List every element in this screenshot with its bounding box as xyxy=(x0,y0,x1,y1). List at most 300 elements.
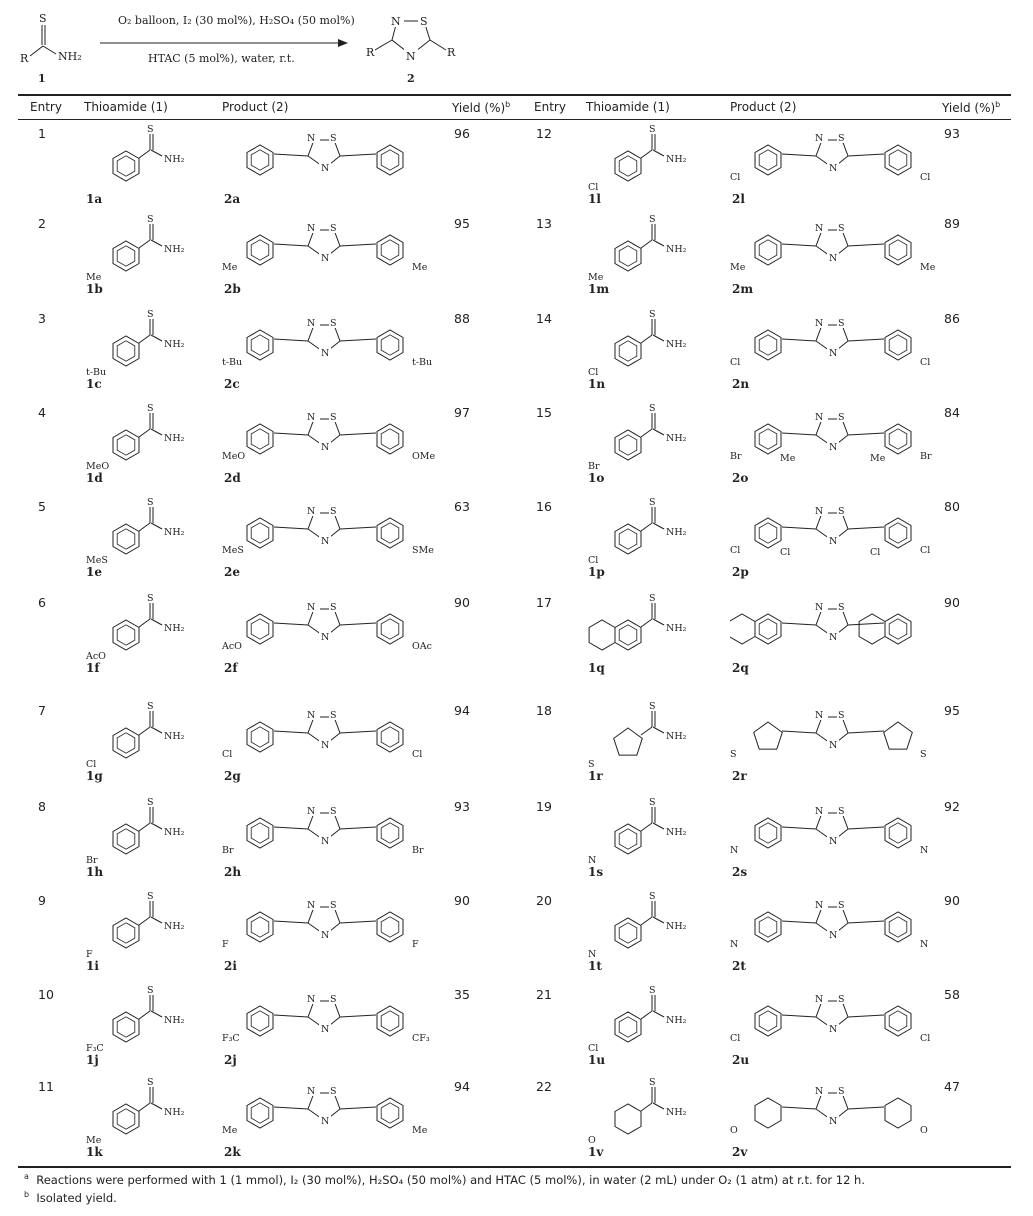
product-atom-s: S xyxy=(838,602,845,613)
product-label: 2r xyxy=(732,769,747,783)
cn-bond xyxy=(653,619,664,625)
thioamide-ring xyxy=(615,824,641,854)
product-label: 2m xyxy=(732,282,754,296)
thioamide-atom-s: S xyxy=(147,403,154,414)
thioamide-atom-nh2: NH₂ xyxy=(164,433,185,444)
thioamide-ring xyxy=(113,1012,139,1042)
aryl-bond-right xyxy=(340,827,376,829)
cn-bond xyxy=(653,335,664,341)
cn-bond xyxy=(653,727,664,733)
product-ring-left xyxy=(247,424,273,454)
thioamide-ring xyxy=(615,1012,641,1042)
product-ortho-substituent-left: Me xyxy=(780,453,796,464)
product-atom-n2: N xyxy=(321,740,330,751)
aryl-bond-right xyxy=(848,154,884,156)
c-bond xyxy=(641,917,652,925)
product-ring-left xyxy=(755,818,781,848)
thioamide-atom-s: S xyxy=(147,985,154,996)
thioamide-substituent: Cl xyxy=(588,1043,599,1053)
aryl-bond-right xyxy=(340,1015,376,1017)
aryl-bond-right xyxy=(848,1015,884,1017)
product-atom-n1: N xyxy=(307,602,316,613)
cn-bond xyxy=(653,1011,664,1017)
thioamide-label: 1e xyxy=(86,565,102,579)
thioamide-atom-s: S xyxy=(147,1077,154,1088)
product-substituent-left: Cl xyxy=(730,357,741,368)
product-ring-right xyxy=(377,235,403,265)
thioamide-substituent: Me xyxy=(86,272,102,282)
thioamide-ring xyxy=(589,620,641,650)
c-bond xyxy=(139,429,150,437)
thioamide-label: 1r xyxy=(588,769,603,783)
aryl-bond-left xyxy=(782,827,816,829)
thioamide-atom-s: S xyxy=(147,593,154,604)
thioamide-structure xyxy=(84,591,214,661)
product-atom-n2: N xyxy=(829,442,838,453)
product-ring-left xyxy=(755,1098,781,1128)
product-substituent-right: Cl xyxy=(412,749,423,760)
product-ring-right xyxy=(377,614,403,644)
c-bond xyxy=(139,1011,150,1019)
thioamide-atom-nh2: NH₂ xyxy=(164,827,185,838)
thioamide-atom-nh2: NH₂ xyxy=(666,433,687,444)
product-ring-left xyxy=(247,614,273,644)
thioamide-structure xyxy=(84,212,214,282)
thioamide-substituent: AcO xyxy=(86,651,106,661)
product-substituent-right: Br xyxy=(920,451,932,462)
thioamide-label: 1s xyxy=(588,865,604,879)
thioamide-atom-nh2: NH₂ xyxy=(164,1015,185,1026)
product-atom-n2: N xyxy=(321,836,330,847)
product-atom-n2: N xyxy=(321,163,330,174)
aryl-bond-right xyxy=(848,527,884,529)
product-ring-right xyxy=(885,1006,911,1036)
product-label: 2g xyxy=(224,769,241,783)
thioamide-atom-s: S xyxy=(649,497,656,508)
reaction-scheme xyxy=(0,0,1033,92)
yield-value: 90 xyxy=(454,893,470,908)
product-atom-s: S xyxy=(330,318,337,329)
thioamide-label: 1h xyxy=(86,865,104,879)
footnote-a-text: Reactions were performed with 1 (1 mmol), I₂ (30 mol%), H₂SO₄ (50 mol%) and HTAC (5 mol%), in water (2 mL) under O₂ (1 atm) at r.t. for 12 h. xyxy=(36,1172,865,1187)
header-yield-right-note: b xyxy=(995,100,1001,109)
thioamide-structure xyxy=(586,1075,716,1145)
thioamide-atom-nh2: NH₂ xyxy=(666,623,687,634)
product-atom-n1: N xyxy=(307,133,316,144)
product-ring-right xyxy=(885,518,911,548)
product-atom-n1: N xyxy=(815,602,824,613)
thioamide-substituent: MeO xyxy=(86,461,110,471)
entry-number: 15 xyxy=(536,405,552,420)
product-ring-right xyxy=(377,330,403,360)
product-label: 2 xyxy=(407,72,415,85)
thioamide-ring xyxy=(113,620,139,650)
product-label: 2f xyxy=(224,661,238,675)
entry-number: 3 xyxy=(38,311,46,326)
product-substituent-right: OMe xyxy=(412,451,436,462)
thioamide-substituent: Br xyxy=(588,461,600,471)
header-thioamide-left: Thioamide (1) xyxy=(84,100,168,114)
product-ring-right xyxy=(884,722,913,749)
product-label: 2d xyxy=(224,471,241,485)
yield-value: 86 xyxy=(944,311,960,326)
aryl-bond-right xyxy=(848,623,884,625)
thioamide-label: 1a xyxy=(86,192,103,206)
thioamide-atom-s: S xyxy=(649,403,656,414)
thioamide-atom-nh2: NH₂ xyxy=(666,921,687,932)
thioamide-label: 1m xyxy=(588,282,610,296)
product-substituent-left: Cl xyxy=(730,1033,741,1044)
product-atom-s: S xyxy=(330,223,337,234)
entry-number: 17 xyxy=(536,595,552,610)
product-ring-left xyxy=(754,722,783,749)
entry-number: 7 xyxy=(38,703,46,718)
product-ring-left xyxy=(247,818,273,848)
entry-number: 16 xyxy=(536,499,552,514)
product-atom-n1: N xyxy=(815,412,824,423)
c-bond xyxy=(641,150,652,158)
c-bond xyxy=(641,619,652,627)
thioamide-substituent: MeS xyxy=(86,555,108,565)
product-atom-n1: N xyxy=(815,506,824,517)
yield-value: 93 xyxy=(454,799,470,814)
thioamide-label: 1o xyxy=(588,471,605,485)
product-atom-n2: N xyxy=(321,1116,330,1127)
product-structure xyxy=(730,591,945,661)
product-atom-n2: N xyxy=(829,836,838,847)
thioamide-structure xyxy=(84,307,214,377)
product-label: 2t xyxy=(732,959,746,973)
product-substituent-right: Cl xyxy=(920,1033,931,1044)
product-substituent-right: O xyxy=(920,1125,928,1136)
aryl-bond-left xyxy=(274,827,308,829)
header-yield-left-text: Yield (%) xyxy=(452,101,506,115)
footnote-b-text: Isolated yield. xyxy=(36,1190,117,1205)
aryl-bond-left xyxy=(782,1107,816,1109)
product-atom-n1: N xyxy=(815,994,824,1005)
product-ring-right xyxy=(377,1006,403,1036)
thioamide-atom-s: S xyxy=(649,985,656,996)
thioamide-label: 1g xyxy=(86,769,103,783)
product-atom-r2: R xyxy=(447,46,456,59)
thioamide-substituent: Cl xyxy=(86,759,97,769)
thioamide-atom-s: S xyxy=(649,797,656,808)
product-label: 2s xyxy=(732,865,748,879)
yield-value: 58 xyxy=(944,987,960,1002)
reactant-label: 1 xyxy=(38,72,46,85)
yield-value: 63 xyxy=(454,499,470,514)
thioamide-atom-nh2: NH₂ xyxy=(666,1107,687,1118)
thioamide-substituent: Cl xyxy=(588,182,599,192)
cn-bond xyxy=(151,917,162,923)
product-atom-n1: N xyxy=(391,15,401,28)
cn-bond xyxy=(151,240,162,246)
product-label: 2h xyxy=(224,865,242,879)
yield-value: 94 xyxy=(454,703,470,718)
aryl-bond-left xyxy=(782,154,816,156)
aryl-bond-left xyxy=(782,244,816,246)
product-atom-n2: N xyxy=(321,536,330,547)
yield-value: 95 xyxy=(944,703,960,718)
product-atom-s: S xyxy=(838,900,845,911)
product-structure xyxy=(730,795,945,865)
entry-number: 14 xyxy=(536,311,552,326)
thioamide-label: 1i xyxy=(86,959,99,973)
arrow-head xyxy=(338,39,348,47)
thioamide-ring xyxy=(113,241,139,271)
product-substituent-right: SMe xyxy=(412,545,434,556)
product-atom-n2: N xyxy=(321,930,330,941)
product-label: 2o xyxy=(732,471,749,485)
aryl-bond-right xyxy=(340,731,376,733)
product-atom-n1: N xyxy=(307,318,316,329)
entry-number: 21 xyxy=(536,987,552,1002)
product-atom-s: S xyxy=(838,1086,845,1097)
product-structure xyxy=(222,307,437,377)
product-ring-left xyxy=(247,235,273,265)
thioamide-substituent: F xyxy=(86,949,93,959)
product-atom-s: S xyxy=(330,133,337,144)
yield-value: 88 xyxy=(454,311,470,326)
product-atom-n1: N xyxy=(307,506,316,517)
product-substituent-right: Br xyxy=(412,845,424,856)
product-ring-left xyxy=(755,235,781,265)
product-ortho-substituent-right: Me xyxy=(870,453,886,464)
thioamide-atom-nh2: NH₂ xyxy=(164,921,185,932)
thioamide-label: 1k xyxy=(86,1145,103,1159)
product-ring-right xyxy=(885,912,911,942)
cn-bond xyxy=(653,150,664,156)
product-ortho-substituent-left: Cl xyxy=(780,547,791,558)
header-yield-left-note: b xyxy=(505,100,511,109)
product-atom-n1: N xyxy=(815,133,824,144)
product-substituent-left: Cl xyxy=(222,749,233,760)
entry-number: 12 xyxy=(536,126,552,141)
product-structure xyxy=(222,401,437,471)
thioamide-ring xyxy=(113,336,139,366)
thioamide-atom-s: S xyxy=(649,124,656,135)
product-substituent-left: F xyxy=(222,939,229,950)
product-ring-right xyxy=(377,722,403,752)
thioamide-atom-nh2: NH₂ xyxy=(164,1107,185,1118)
thioamide-structure xyxy=(586,122,716,192)
entry-number: 8 xyxy=(38,799,46,814)
product-label: 2e xyxy=(224,565,240,579)
c-bond xyxy=(139,1103,150,1111)
c-bond xyxy=(139,823,150,831)
header-yield-right-text: Yield (%) xyxy=(942,101,996,115)
product-atom-n1: N xyxy=(307,900,316,911)
thioamide-ring xyxy=(615,336,641,366)
thioamide-ring xyxy=(113,728,139,758)
product-substituent-left: Br xyxy=(730,451,742,462)
product-atom-n2: N xyxy=(406,50,416,63)
product-atom-n2: N xyxy=(829,930,838,941)
product-substituent-left: Me xyxy=(730,262,746,273)
product-atom-n2: N xyxy=(829,163,838,174)
product-atom-n2: N xyxy=(321,632,330,643)
conditions-bottom: HTAC (5 mol%), water, r.t. xyxy=(148,52,295,65)
product-ring-right xyxy=(377,1098,403,1128)
cn-bond xyxy=(653,523,664,529)
c-bond xyxy=(139,523,150,531)
aryl-bond-right xyxy=(848,244,884,246)
thioamide-atom-s: S xyxy=(649,891,656,902)
aryl-bond-left xyxy=(274,731,308,733)
thioamide-ring xyxy=(615,430,641,460)
product-label: 2k xyxy=(224,1145,241,1159)
product-ring-left xyxy=(247,518,273,548)
yield-value: 47 xyxy=(944,1079,960,1094)
scheme-atom-nh2: NH₂ xyxy=(58,50,82,63)
product-atom-n1: N xyxy=(307,710,316,721)
entry-number: 4 xyxy=(38,405,46,420)
product-substituent-left: O xyxy=(730,1125,738,1136)
product-label: 2a xyxy=(224,192,241,206)
product-atom-s: S xyxy=(838,994,845,1005)
yield-value: 89 xyxy=(944,216,960,231)
entry-number: 1 xyxy=(38,126,46,141)
product-ring-left xyxy=(247,912,273,942)
entry-number: 22 xyxy=(536,1079,552,1094)
c-bond xyxy=(641,823,652,831)
thioamide-ring xyxy=(113,151,139,181)
product-atom-s: S xyxy=(420,15,428,28)
thioamide-ring xyxy=(113,918,139,948)
thioamide-label: 1p xyxy=(588,565,605,579)
product-substituent-right: CF₃ xyxy=(412,1033,430,1044)
product-atom-n1: N xyxy=(307,806,316,817)
product-label: 2v xyxy=(732,1145,748,1159)
entry-number: 10 xyxy=(38,987,54,1002)
thioamide-atom-nh2: NH₂ xyxy=(164,339,185,350)
thioamide-substituent: S xyxy=(588,759,595,769)
product-label: 2c xyxy=(224,377,240,391)
scheme-atom-s: S xyxy=(39,12,47,25)
footnote-a-mark: a xyxy=(24,1172,29,1181)
thioamide-structure xyxy=(586,795,716,865)
thioamide-label: 1t xyxy=(588,959,602,973)
yield-value: 95 xyxy=(454,216,470,231)
aryl-bond-right xyxy=(340,433,376,435)
c-bond xyxy=(139,150,150,158)
aryl-bond-left xyxy=(782,527,816,529)
product-atom-n1: N xyxy=(307,994,316,1005)
product-label: 2n xyxy=(732,377,750,391)
thioamide-atom-nh2: NH₂ xyxy=(164,244,185,255)
thioamide-ring xyxy=(615,918,641,948)
product-label: 2q xyxy=(732,661,749,675)
footnote-a xyxy=(24,1172,865,1187)
thioamide-substituent: O xyxy=(588,1135,596,1145)
thioamide-atom-nh2: NH₂ xyxy=(164,731,185,742)
thioamide-atom-nh2: NH₂ xyxy=(666,244,687,255)
product-structure xyxy=(222,795,437,865)
thioamide-atom-nh2: NH₂ xyxy=(666,154,687,165)
product-atom-n2: N xyxy=(321,1024,330,1035)
product-atom-s: S xyxy=(330,710,337,721)
product-atom-s: S xyxy=(838,412,845,423)
product-substituent-right: Cl xyxy=(920,545,931,556)
product-label: 2b xyxy=(224,282,241,296)
thioamide-atom-s: S xyxy=(147,891,154,902)
yield-value: 96 xyxy=(454,126,470,141)
c-bond xyxy=(641,523,652,531)
thioamide-structure xyxy=(84,1075,214,1145)
product-atom-s: S xyxy=(330,1086,337,1097)
header-entry-left: Entry xyxy=(30,100,62,114)
entry-number: 20 xyxy=(536,893,552,908)
product-atom-n1: N xyxy=(307,1086,316,1097)
aryl-bond-right xyxy=(340,623,376,625)
thioamide-substituent: Cl xyxy=(588,555,599,565)
thioamide-general-structure xyxy=(20,12,82,65)
product-substituent-left: MeS xyxy=(222,545,244,556)
thioamide-structure xyxy=(586,983,716,1053)
c-bond xyxy=(641,727,652,735)
thioamide-label: 1l xyxy=(588,192,601,206)
aryl-bond-left xyxy=(274,1015,308,1017)
aryl-bond-left xyxy=(274,339,308,341)
product-substituent-right: N xyxy=(920,845,929,856)
product-ring-right xyxy=(885,1098,911,1128)
product-atom-s: S xyxy=(838,223,845,234)
yield-value: 90 xyxy=(944,595,960,610)
product-structure xyxy=(222,699,437,769)
aryl-bond-right xyxy=(848,827,884,829)
product-ring-right xyxy=(377,424,403,454)
product-structure xyxy=(730,212,945,282)
yield-value: 92 xyxy=(944,799,960,814)
thioamide-atom-nh2: NH₂ xyxy=(666,339,687,350)
product-structure xyxy=(222,889,437,959)
product-structure xyxy=(730,1075,945,1145)
thioamide-atom-s: S xyxy=(649,309,656,320)
thioamide-label: 1b xyxy=(86,282,103,296)
product-structure xyxy=(730,307,945,377)
thioamide-substituent: t-Bu xyxy=(86,367,107,377)
yield-value: 93 xyxy=(944,126,960,141)
thioamide-label: 1d xyxy=(86,471,103,485)
product-structure xyxy=(730,122,945,192)
product-atom-n2: N xyxy=(321,253,330,264)
thioamide-label: 1v xyxy=(588,1145,604,1159)
thioamide-structure xyxy=(84,495,214,565)
yield-value: 35 xyxy=(454,987,470,1002)
thioamide-structure xyxy=(84,983,214,1053)
product-atom-r1: R xyxy=(366,46,375,59)
thioamide-substituent: Me xyxy=(588,272,604,282)
product-ring-right xyxy=(885,145,911,175)
product-atom-n1: N xyxy=(815,1086,824,1097)
thioamide-label: 1f xyxy=(86,661,100,675)
header-yield-left xyxy=(452,100,510,115)
aryl-bond-left xyxy=(274,433,308,435)
header-yield-right xyxy=(942,100,1000,115)
product-ring-left xyxy=(247,722,273,752)
product-atom-s: S xyxy=(330,412,337,423)
aryl-bond-left xyxy=(782,623,816,625)
product-structure xyxy=(222,591,437,661)
product-atom-s: S xyxy=(838,318,845,329)
table-header-rule xyxy=(18,119,1011,120)
c-bond xyxy=(139,917,150,925)
product-atom-s: S xyxy=(330,602,337,613)
product-structure xyxy=(730,889,945,959)
thioamide-label: 1j xyxy=(86,1053,99,1067)
yield-value: 84 xyxy=(944,405,960,420)
aryl-bond-right xyxy=(848,1107,884,1109)
